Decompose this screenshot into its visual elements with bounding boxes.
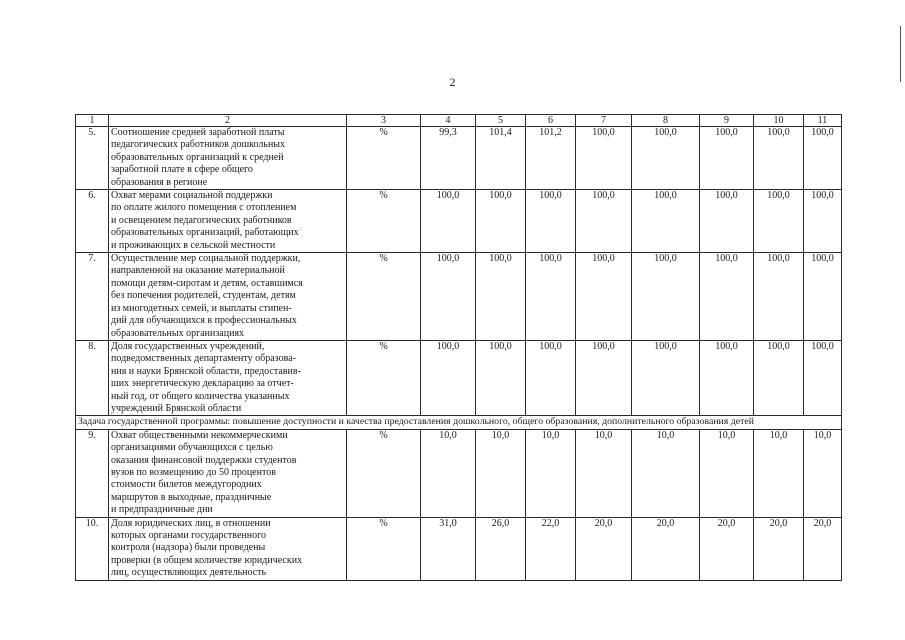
value-cell: 101,2 <box>526 127 576 190</box>
indicator-line: педагогических работников дошкольных <box>111 139 286 151</box>
col-header: 7 <box>576 115 632 127</box>
value-cell: 100,0 <box>804 340 842 415</box>
value-cell: 20,0 <box>804 517 842 580</box>
row-number: 5. <box>76 127 109 190</box>
indicator-line: Доля юридических лиц, в отношении <box>111 517 271 529</box>
indicator-line: направленной на оказание материальной <box>111 265 285 277</box>
value-cell: 100,0 <box>526 190 576 253</box>
col-header: 2 <box>109 115 347 127</box>
value-cell: 100,0 <box>632 253 700 341</box>
row-number: 8. <box>76 340 109 415</box>
indicator-line: образовательных организациях <box>111 327 245 339</box>
value-cell: 10,0 <box>804 429 842 517</box>
indicator-line: проверки (в общем количестве юридических <box>111 554 303 566</box>
indicator-name <box>109 127 347 190</box>
row-number: 10. <box>76 517 109 580</box>
col-header: 1 <box>76 115 109 127</box>
value-cell: 100,0 <box>576 127 632 190</box>
table-row <box>76 517 842 580</box>
value-cell: 100,0 <box>700 127 754 190</box>
value-cell: 100,0 <box>804 190 842 253</box>
indicator-name <box>109 340 347 415</box>
value-cell: 20,0 <box>576 517 632 580</box>
unit-cell: % <box>347 340 421 415</box>
indicator-line: помощи детям-сиротам и детям, оставшимся <box>111 277 303 289</box>
value-cell: 100,0 <box>632 127 700 190</box>
value-cell: 10,0 <box>754 429 804 517</box>
unit-cell: % <box>347 517 421 580</box>
value-cell: 31,0 <box>421 517 476 580</box>
indicator-line: стоимости билетов междугородних <box>111 479 262 491</box>
value-cell: 100,0 <box>576 340 632 415</box>
value-cell: 100,0 <box>476 190 526 253</box>
indicator-line: Охват мерами социальной поддержки <box>111 190 273 202</box>
row-number: 7. <box>76 253 109 341</box>
row-number: 9. <box>76 429 109 517</box>
indicator-line: ших энергетическую декларацию за отчет- <box>111 378 294 390</box>
indicator-name <box>109 190 347 253</box>
indicator-line: маршрутов в выходные, праздничные <box>111 491 272 503</box>
indicator-line: которых органами государственного <box>111 530 266 541</box>
value-cell: 100,0 <box>754 340 804 415</box>
table-row <box>76 253 842 341</box>
indicator-line: из многодетных семей, и выплаты стипен- <box>111 302 292 314</box>
value-cell: 100,0 <box>421 340 476 415</box>
value-cell: 10,0 <box>476 429 526 517</box>
unit-cell: % <box>347 253 421 341</box>
indicator-line: образования в регионе <box>111 176 208 188</box>
col-header: 9 <box>700 115 754 127</box>
value-cell: 10,0 <box>526 429 576 517</box>
col-header: 11 <box>804 115 842 127</box>
value-cell: 100,0 <box>804 127 842 190</box>
value-cell: 100,0 <box>576 190 632 253</box>
indicator-line: организациями обучающихся с целью <box>111 442 273 454</box>
value-cell: 100,0 <box>526 253 576 341</box>
indicator-line: ния и науки Брянской области, предоставив- <box>111 365 301 377</box>
indicator-line: и проживающих в сельской местности <box>111 239 276 251</box>
value-cell: 100,0 <box>576 253 632 341</box>
value-cell: 20,0 <box>632 517 700 580</box>
col-header: 8 <box>632 115 700 127</box>
indicator-line: образовательных организаций к средней <box>111 151 284 163</box>
indicator-line: подведомственных департаменту образова- <box>111 353 296 365</box>
table-row <box>76 127 842 190</box>
table-row <box>76 340 842 415</box>
value-cell: 10,0 <box>700 429 754 517</box>
value-cell: 100,0 <box>632 340 700 415</box>
indicator-line: образовательных организаций, работающих <box>111 227 299 239</box>
value-cell: 100,0 <box>632 190 700 253</box>
indicator-line: лиц, осуществляющих деятельность <box>111 567 267 579</box>
value-cell: 100,0 <box>700 340 754 415</box>
value-cell: 100,0 <box>754 253 804 341</box>
unit-cell: % <box>347 190 421 253</box>
indicator-line: дий для обучающихся в профессиональных <box>111 315 297 327</box>
indicator-line: и освещением педагогических работников <box>111 214 292 226</box>
header-row <box>76 115 842 127</box>
value-cell: 10,0 <box>421 429 476 517</box>
value-cell: 100,0 <box>526 340 576 415</box>
scan-edge-line <box>900 26 901 82</box>
indicator-line: без попечения родителей, студентам, детям <box>111 290 296 302</box>
value-cell: 20,0 <box>754 517 804 580</box>
indicator-line: вузов по возмещению до 50 процентов <box>111 466 276 478</box>
value-cell: 10,0 <box>576 429 632 517</box>
col-header: 6 <box>526 115 576 127</box>
task-heading: Задача государственной программы: повышение доступности и качества предоставления дошкольного, общего образования, дополнительного образования детей <box>76 416 842 429</box>
indicator-line: по оплате жилого помещения с отоплением <box>111 202 297 214</box>
value-cell: 101,4 <box>476 127 526 190</box>
value-cell: 100,0 <box>476 340 526 415</box>
indicator-line: и предпраздничные дни <box>111 504 213 516</box>
indicator-line: Осуществление мер социальной поддержки, <box>111 253 301 265</box>
value-cell: 10,0 <box>632 429 700 517</box>
unit-cell: % <box>347 429 421 517</box>
value-cell: 99,3 <box>421 127 476 190</box>
row-number: 6. <box>76 190 109 253</box>
indicator-line: ный год, от общего количества указанных <box>111 390 290 402</box>
value-cell: 100,0 <box>476 253 526 341</box>
page-number: 2 <box>449 75 456 89</box>
col-header: 10 <box>754 115 804 127</box>
indicator-line: контроля (надзора) были проведены <box>111 542 266 554</box>
indicator-line: оказания финансовой поддержки студентов <box>111 454 297 466</box>
value-cell: 100,0 <box>754 127 804 190</box>
task-row <box>76 416 842 429</box>
indicator-name <box>109 517 347 580</box>
indicator-line: Соотношение средней заработной платы <box>111 127 285 138</box>
value-cell: 100,0 <box>754 190 804 253</box>
table-row <box>76 190 842 253</box>
indicator-name <box>109 253 347 341</box>
value-cell: 100,0 <box>421 253 476 341</box>
indicator-name <box>109 429 347 517</box>
unit-cell: % <box>347 127 421 190</box>
col-header: 5 <box>476 115 526 127</box>
indicators-table <box>75 114 842 581</box>
indicator-line: учреждений Брянской области <box>111 402 242 414</box>
col-header: 3 <box>347 115 421 127</box>
value-cell: 100,0 <box>804 253 842 341</box>
value-cell: 20,0 <box>700 517 754 580</box>
col-header: 4 <box>421 115 476 127</box>
indicator-line: заработной плате в сфере общего <box>111 164 253 176</box>
table-row <box>76 429 842 517</box>
value-cell: 100,0 <box>421 190 476 253</box>
value-cell: 100,0 <box>700 190 754 253</box>
indicator-line: Доля государственных учреждений, <box>111 340 265 352</box>
indicator-line: Охват общественными некоммерческими <box>111 429 288 441</box>
value-cell: 26,0 <box>476 517 526 580</box>
value-cell: 100,0 <box>700 253 754 341</box>
value-cell: 22,0 <box>526 517 576 580</box>
